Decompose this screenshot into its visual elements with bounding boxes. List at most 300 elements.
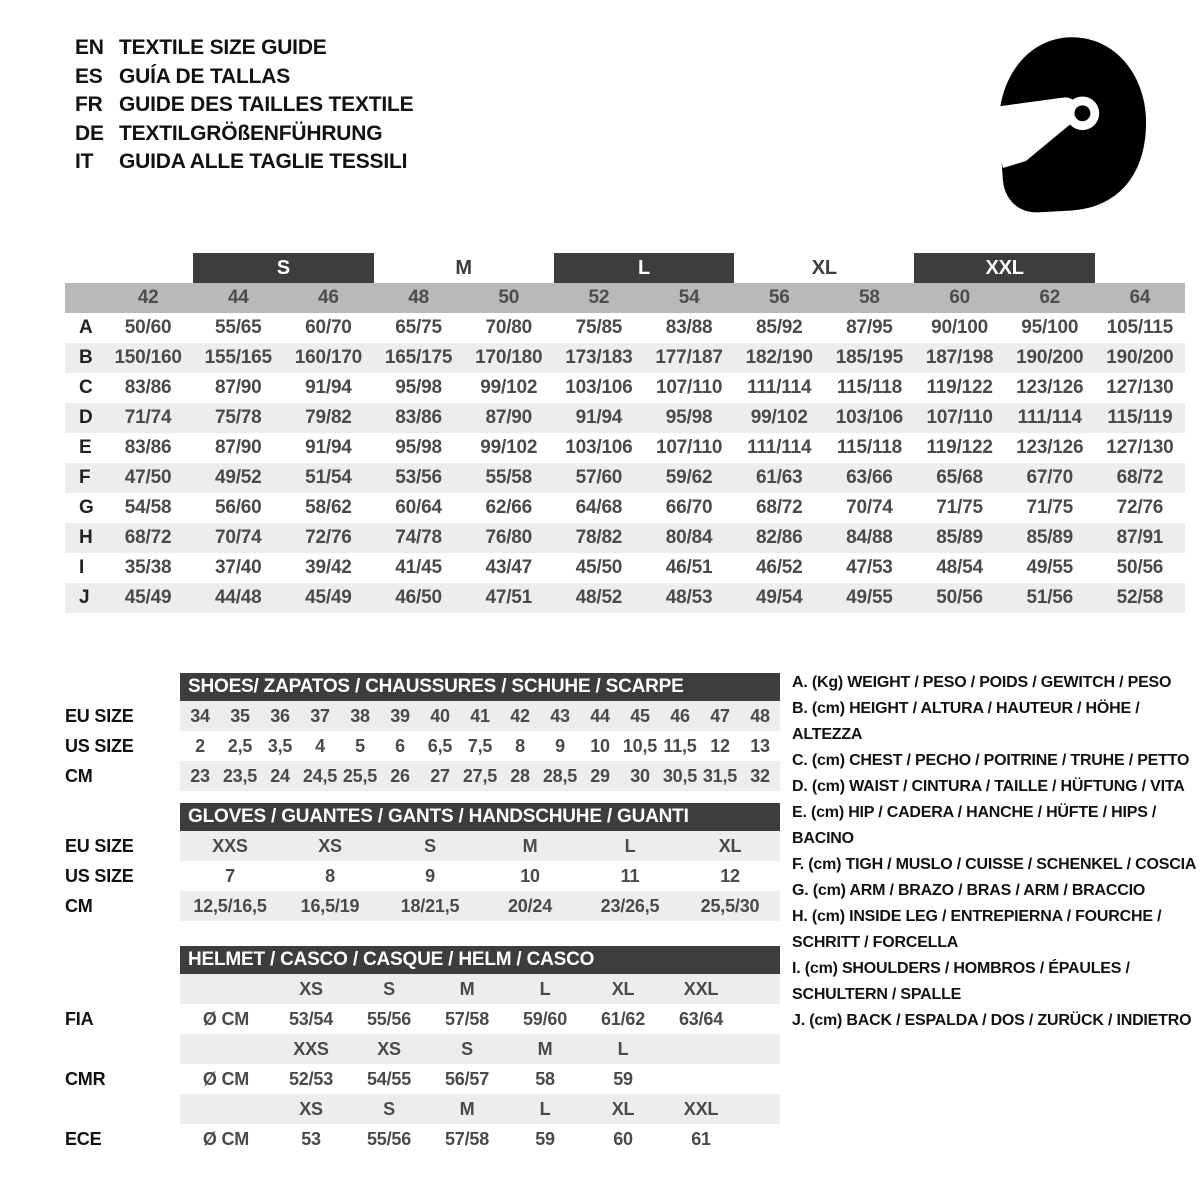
table-cell: 48/52 [575, 587, 623, 608]
row-label: ECE [65, 1128, 102, 1149]
size-band-xl: XL [811, 256, 837, 279]
table-cell: 111/114 [747, 377, 812, 398]
size-cell: 10 [520, 865, 540, 886]
table-cell: 47/51 [485, 587, 533, 608]
row-values [180, 731, 780, 761]
table-cell: 75/78 [214, 407, 262, 428]
size-cell: XXL [683, 1098, 719, 1119]
table-cell: 79/82 [305, 407, 352, 428]
size-cell: 26 [390, 765, 410, 786]
table-row [65, 523, 1185, 553]
table-cell: 70/80 [485, 317, 533, 338]
table-cell: 57/60 [575, 467, 623, 488]
size-cell: 16,5/19 [300, 895, 360, 916]
size-cell: 12 [720, 865, 740, 886]
size-cell: 59/60 [522, 1008, 568, 1029]
size-cell: 44 [590, 705, 610, 726]
table-cell: 56/60 [214, 497, 262, 518]
size-cell: 7,5 [467, 735, 493, 756]
helmet-sizes-row [65, 1034, 780, 1064]
size-cell: 18/21,5 [400, 895, 460, 916]
table-cell: 46/50 [395, 587, 442, 608]
table-cell: 47/50 [124, 467, 172, 488]
shoes-section [65, 673, 780, 791]
size-cell: 23,5 [222, 765, 258, 786]
language-code: FR [75, 93, 103, 117]
size-band-l: L [554, 253, 734, 283]
table-cell: 51/56 [1026, 587, 1074, 608]
row-values [180, 1124, 780, 1154]
table-cell: 82/86 [755, 527, 803, 548]
row-label: H [79, 527, 93, 548]
language-label: GUÍA DE TALLAS [119, 64, 291, 88]
table-cell: 67/70 [1026, 467, 1074, 488]
size-cell: 29 [590, 765, 610, 786]
table-row [65, 463, 1185, 493]
table-cell: 87/91 [1116, 527, 1164, 548]
table-cell: 185/195 [835, 347, 904, 368]
legend-item: E. (cm) HIP / CADERA / HANCHE / HÜFTE / HIPS / BACINO [792, 804, 1157, 847]
helmet-section [65, 946, 780, 1154]
row-label: J [79, 587, 90, 608]
size-cell: 3,5 [267, 735, 293, 756]
column-header: 52 [588, 287, 610, 308]
table-cell: 105/115 [1106, 317, 1174, 338]
legend-item: G. (cm) ARM / BRAZO / BRAS / ARM / BRACCIO [792, 882, 1146, 899]
table-cell: 76/80 [485, 527, 533, 548]
language-label: GUIDA ALLE TAGLIE TESSILI [119, 150, 408, 174]
table-cell: 99/102 [480, 437, 538, 458]
size-cell: 9 [555, 735, 565, 756]
table-cell: 119/122 [926, 437, 993, 458]
column-header: 60 [949, 287, 970, 308]
table-cell: 74/78 [395, 527, 442, 548]
table-cell: 83/86 [395, 407, 442, 428]
size-cell: 6 [395, 735, 405, 756]
size-cell: 59 [613, 1068, 633, 1089]
table-cell: 127/130 [1106, 437, 1174, 458]
size-cell: XS [299, 1098, 323, 1119]
size-band-row [65, 253, 1185, 283]
table-row [65, 433, 1185, 463]
row-values [180, 701, 780, 731]
table-cell: 95/98 [395, 437, 442, 458]
table-cell: 65/68 [936, 467, 983, 488]
row-values [180, 761, 780, 791]
table-cell: 85/92 [755, 317, 803, 338]
gloves-row [65, 891, 780, 921]
language-label: GUIDE DES TAILLES TEXTILE [119, 93, 414, 117]
table-cell: 107/110 [655, 437, 723, 458]
table-cell: 115/118 [836, 437, 902, 458]
size-cell: 53 [301, 1128, 321, 1149]
shoes-row [65, 731, 780, 761]
size-cell: 12,5/16,5 [193, 895, 267, 916]
column-header: 44 [227, 287, 249, 308]
row-values [180, 1004, 780, 1034]
column-header: 50 [498, 287, 520, 308]
row-values [180, 1094, 780, 1124]
table-cell: 71/74 [124, 407, 172, 428]
size-cell: XXS [293, 1038, 329, 1059]
shoes-rows [65, 701, 780, 791]
size-cell: 42 [510, 705, 530, 726]
size-cell: 8 [515, 735, 525, 756]
table-cell: 62/66 [485, 497, 533, 518]
size-cell: 9 [425, 865, 435, 886]
legend-item: I. (cm) SHOULDERS / HOMBROS / ÉPAULES / SCHULTERN / SPALLE [792, 960, 1130, 1003]
size-cell: 11,5 [663, 735, 697, 756]
size-cell: 55/56 [366, 1008, 412, 1029]
size-cell: S [461, 1038, 473, 1059]
size-cell [180, 974, 272, 1004]
table-cell: 107/110 [926, 407, 993, 428]
table-cell: 52/58 [1116, 587, 1164, 608]
row-values [180, 974, 780, 1004]
size-cell: XXS [212, 835, 248, 856]
row-values [180, 891, 780, 921]
table-cell: 55/65 [214, 317, 262, 338]
column-header: 46 [318, 287, 339, 308]
size-cell: M [459, 1098, 475, 1119]
table-cell: 35/38 [124, 557, 172, 578]
helmet-values-row [65, 1004, 780, 1034]
size-cell: 59 [535, 1128, 555, 1149]
column-header: 48 [408, 287, 429, 308]
diameter-label: Ø CM [202, 1068, 250, 1089]
size-cell: 5 [355, 735, 365, 756]
size-cell: 2 [195, 735, 205, 756]
gloves-section [65, 803, 780, 921]
row-label: EU SIZE [65, 835, 134, 856]
size-cell: S [383, 978, 395, 999]
table-cell: 115/118 [836, 377, 902, 398]
table-cell: 177/187 [655, 347, 723, 368]
size-cell: 39 [390, 705, 410, 726]
size-cell: XS [299, 978, 323, 999]
column-header: 42 [137, 287, 159, 308]
size-cell: XXL [683, 978, 719, 999]
table-cell: 75/85 [575, 317, 623, 338]
row-values [180, 831, 780, 861]
size-cell: XS [318, 835, 342, 856]
size-cell: 10 [590, 735, 610, 756]
legend-item: H. (cm) INSIDE LEG / ENTREPIERNA / FOURCHE / SCHRITT / FORCELLA [792, 908, 1162, 951]
legend-item: F. (cm) TIGH / MUSLO / CUISSE / SCHENKEL / COSCIA [792, 856, 1197, 873]
column-header-row [65, 283, 1185, 313]
size-cell [180, 1034, 272, 1064]
language-row [75, 63, 413, 92]
table-cell: 49/55 [846, 587, 893, 608]
language-code: ES [75, 64, 103, 88]
size-cell: 61 [691, 1128, 711, 1149]
table-row [65, 583, 1185, 613]
table-cell: 68/72 [124, 527, 172, 548]
language-row [75, 120, 413, 149]
size-cell: 4 [315, 735, 325, 756]
size-cell: 37 [310, 705, 330, 726]
size-cell: 47 [710, 705, 730, 726]
size-cell: 2,5 [227, 735, 253, 756]
size-cell: M [537, 1038, 553, 1059]
row-values [180, 861, 780, 891]
helmet-values-row [65, 1064, 780, 1094]
size-cell: M [459, 978, 475, 999]
table-cell: 61/63 [755, 467, 803, 488]
language-label: TEXTILGRÖßENFÜHRUNG [119, 121, 383, 145]
size-cell: 23 [190, 765, 210, 786]
size-cell: XL [718, 835, 742, 856]
row-label: FIA [65, 1008, 94, 1029]
table-cell: 54/58 [124, 497, 172, 518]
table-row [65, 373, 1185, 403]
size-cell: 24 [270, 765, 290, 786]
table-cell: 49/55 [1026, 557, 1074, 578]
table-cell: 85/89 [936, 527, 983, 548]
table-cell: 84/88 [846, 527, 893, 548]
size-cell: 30,5 [662, 765, 698, 786]
size-cell: 6,5 [427, 735, 453, 756]
table-cell: 83/86 [124, 437, 172, 458]
size-cell: 27,5 [462, 765, 498, 786]
table-cell: 87/90 [214, 437, 262, 458]
table-cell: 45/49 [305, 587, 352, 608]
size-cell: 23/26,5 [600, 895, 660, 916]
table-cell: 123/126 [1016, 377, 1084, 398]
legend-item: C. (cm) CHEST / PECHO / POITRINE / TRUHE / PETTO [792, 752, 1190, 769]
size-cell: L [539, 1098, 551, 1119]
row-label: C [79, 377, 93, 398]
row-label: CM [65, 895, 93, 916]
table-cell: 50/56 [936, 587, 983, 608]
table-cell: 46/51 [665, 557, 713, 578]
gloves-section-title: GLOVES / GUANTES / GANTS / HANDSCHUHE / GUANTI [180, 803, 780, 831]
diameter-label: Ø CM [202, 1128, 250, 1149]
table-cell: 115/119 [1107, 407, 1173, 428]
size-band-xxl: XXL [914, 253, 1094, 283]
table-cell: 72/76 [1116, 497, 1164, 518]
size-cell: 32 [750, 765, 770, 786]
table-cell: 70/74 [846, 497, 893, 518]
row-label: I [79, 557, 85, 578]
size-cell: L [617, 1038, 629, 1059]
size-cell: 60 [613, 1128, 633, 1149]
table-cell: 49/54 [755, 587, 803, 608]
size-cell: 28 [510, 765, 530, 786]
size-cell: 25,5/30 [700, 895, 760, 916]
column-header: 64 [1129, 287, 1151, 308]
gloves-rows [65, 831, 780, 921]
table-cell: 68/72 [1116, 467, 1164, 488]
table-cell: 95/98 [665, 407, 713, 428]
table-cell: 41/45 [395, 557, 442, 578]
table-cell: 48/53 [665, 587, 713, 608]
size-cell: 53/54 [288, 1008, 334, 1029]
row-values [180, 1034, 780, 1064]
table-cell: 64/68 [575, 497, 623, 518]
table-cell: 87/90 [485, 407, 533, 428]
size-cell: 56/57 [444, 1068, 490, 1089]
column-header: 54 [678, 287, 700, 308]
table-cell: 53/56 [395, 467, 442, 488]
helmet-sizes-row [65, 1094, 780, 1124]
row-label [65, 1094, 180, 1124]
textile-rows [65, 313, 1185, 613]
size-band-m: M [455, 256, 472, 279]
size-cell: XL [611, 978, 635, 999]
table-cell: 39/42 [305, 557, 352, 578]
shoes-section-title: SHOES/ ZAPATOS / CHAUSSURES / SCHUHE / SCARPE [180, 673, 780, 701]
row-label: CM [65, 765, 93, 786]
size-cell: 31,5 [702, 765, 738, 786]
size-cell: 54/55 [366, 1068, 412, 1089]
table-cell: 127/130 [1106, 377, 1174, 398]
table-cell: 51/54 [305, 467, 352, 488]
size-cell: 45 [630, 705, 650, 726]
table-cell: 119/122 [926, 377, 993, 398]
size-cell: 40 [430, 705, 450, 726]
language-code: DE [75, 121, 104, 145]
size-cell: 24,5 [302, 765, 338, 786]
row-label [65, 1034, 180, 1064]
size-cell: 52/53 [288, 1068, 334, 1089]
size-cell: XS [377, 1038, 401, 1059]
racing-helmet-icon [972, 32, 1154, 214]
size-cell: 7 [225, 865, 235, 886]
size-cell: 25,5 [342, 765, 378, 786]
size-cell: 12 [710, 735, 730, 756]
table-cell: 170/180 [475, 347, 543, 368]
helmet-values-row [65, 1124, 780, 1154]
table-cell: 55/58 [485, 467, 533, 488]
language-code: IT [75, 150, 94, 174]
size-cell: 57/58 [444, 1128, 490, 1149]
table-cell: 103/106 [565, 377, 633, 398]
size-cell: 13 [750, 735, 770, 756]
size-cell: 8 [325, 865, 335, 886]
language-list [75, 34, 413, 177]
size-cell: 36 [270, 705, 290, 726]
shoes-row [65, 761, 780, 791]
row-label [65, 974, 180, 1004]
table-cell: 103/106 [835, 407, 904, 428]
table-cell: 45/49 [124, 587, 172, 608]
size-cell: S [383, 1098, 395, 1119]
table-cell: 173/183 [565, 347, 633, 368]
table-cell: 80/84 [665, 527, 713, 548]
gloves-row [65, 861, 780, 891]
size-cell: 55/56 [366, 1128, 412, 1149]
table-cell: 71/75 [936, 497, 983, 518]
table-cell: 190/200 [1016, 347, 1084, 368]
size-cell: 30 [630, 765, 650, 786]
table-cell: 78/82 [575, 527, 623, 548]
legend-item: J. (cm) BACK / ESPALDA / DOS / ZURÜCK / INDIETRO [792, 1012, 1192, 1029]
helmet-section-title: HELMET / CASCO / CASQUE / HELM / CASCO [180, 946, 780, 974]
size-cell: 43 [550, 705, 570, 726]
size-band-s: S [193, 253, 373, 283]
shoes-row [65, 701, 780, 731]
language-row [75, 34, 413, 63]
table-cell: 182/190 [745, 347, 813, 368]
table-cell: 58/62 [305, 497, 352, 518]
table-row [65, 403, 1185, 433]
table-cell: 190/200 [1106, 347, 1174, 368]
table-cell: 45/50 [575, 557, 623, 578]
language-row [75, 91, 413, 120]
table-cell: 91/94 [305, 377, 352, 398]
table-cell: 43/47 [485, 557, 533, 578]
language-label: TEXTILE SIZE GUIDE [119, 36, 327, 59]
size-cell: 11 [620, 865, 640, 886]
table-cell: 65/75 [395, 317, 442, 338]
table-row [65, 343, 1185, 373]
helmet-rows [65, 974, 780, 1154]
table-cell: 90/100 [931, 317, 989, 338]
size-cell: 10,5 [622, 735, 658, 756]
size-cell: 35 [230, 705, 250, 726]
row-label: D [79, 407, 93, 428]
table-cell: 91/94 [575, 407, 623, 428]
table-cell: 111/114 [747, 437, 812, 458]
table-cell: 123/126 [1016, 437, 1084, 458]
table-cell: 47/53 [846, 557, 893, 578]
size-cell: 27 [430, 765, 450, 786]
row-label: E [79, 437, 92, 458]
legend-item: D. (cm) WAIST / CINTURA / TAILLE / HÜFTUNG / VITA [792, 778, 1185, 795]
table-cell: 155/165 [204, 347, 272, 368]
table-cell: 95/98 [395, 377, 442, 398]
table-cell: 95/100 [1021, 317, 1079, 338]
table-cell: 150/160 [114, 347, 182, 368]
table-cell: 87/95 [846, 317, 893, 338]
row-values [180, 1064, 780, 1094]
table-cell: 187/198 [925, 347, 994, 368]
size-cell: S [424, 835, 436, 856]
size-cell: 63/64 [678, 1008, 724, 1029]
diameter-label: Ø CM [202, 1008, 250, 1029]
gloves-row [65, 831, 780, 861]
size-cell: XL [611, 1098, 635, 1119]
textile-size-table [65, 253, 1185, 613]
table-cell: 49/52 [214, 467, 262, 488]
size-cell: 38 [350, 705, 370, 726]
size-cell [180, 1094, 272, 1124]
table-cell: 48/54 [936, 557, 983, 578]
row-label: US SIZE [65, 865, 134, 886]
header-spacer [65, 283, 103, 313]
table-cell: 103/106 [565, 437, 633, 458]
row-label: EU SIZE [65, 705, 134, 726]
helmet-sizes-row [65, 974, 780, 1004]
table-cell: 83/88 [665, 317, 713, 338]
size-cell: 46 [670, 705, 690, 726]
table-cell: 91/94 [305, 437, 352, 458]
size-cell: 61/62 [600, 1008, 646, 1029]
table-cell: 59/62 [665, 467, 713, 488]
row-label: A [79, 317, 93, 338]
row-label: US SIZE [65, 735, 134, 756]
table-cell: 165/175 [384, 347, 453, 368]
table-cell: 85/89 [1026, 527, 1074, 548]
size-cell: 28,5 [542, 765, 578, 786]
column-header: 56 [768, 287, 790, 308]
size-cell: 57/58 [444, 1008, 490, 1029]
table-row [65, 493, 1185, 523]
table-cell: 111/114 [1017, 407, 1082, 428]
language-code: EN [75, 36, 104, 59]
legend-item: A. (Kg) WEIGHT / PESO / POIDS / GEWITCH / PESO [792, 674, 1172, 691]
